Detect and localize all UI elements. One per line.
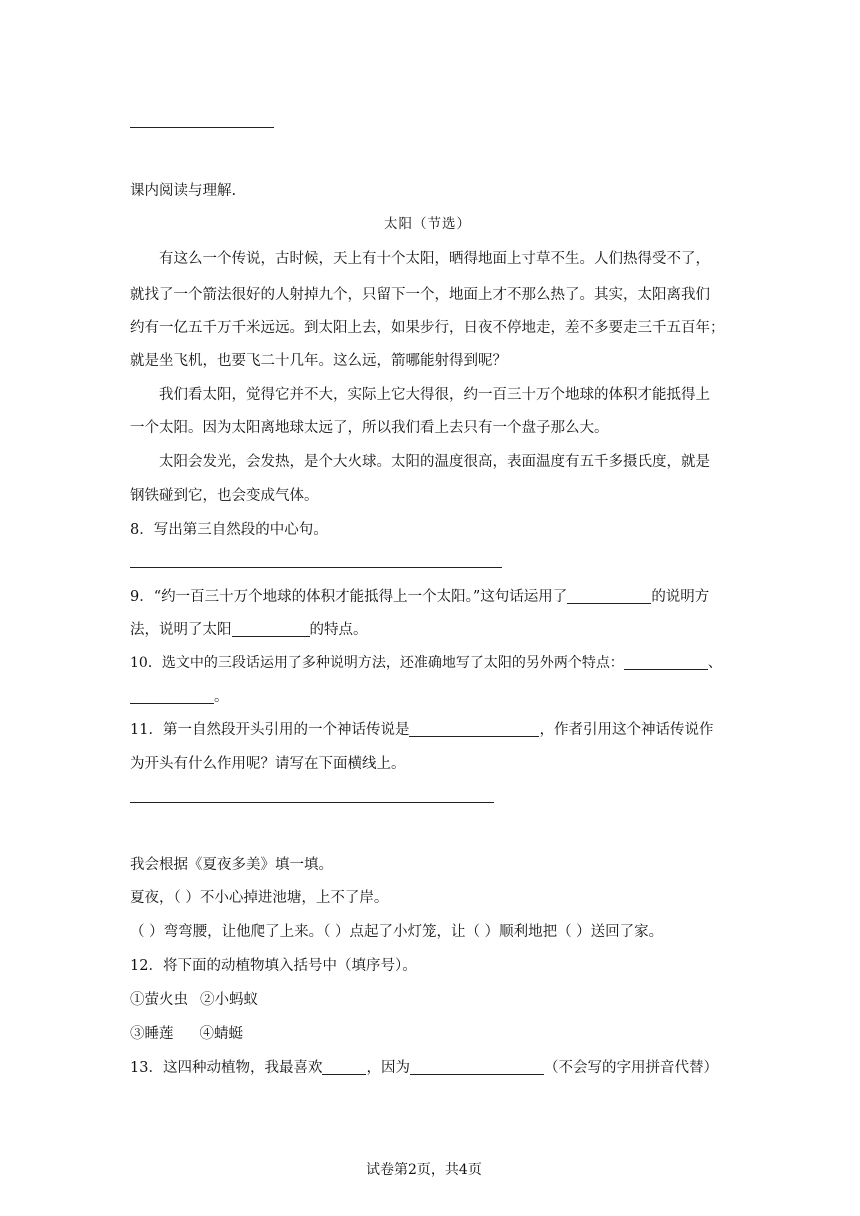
option-dragonfly: ④蜻蜓 [199, 1026, 243, 1042]
question-11 [130, 720, 713, 740]
passage-line: 太阳会发光，会发热，是个大火球。太阳的温度很高，表面温度有五千多摄氏度，就是 [159, 454, 710, 470]
question-11-text-b: ，作者引用这个神话传说作 [539, 722, 714, 738]
passage-title: 太阳（节选） [384, 216, 471, 232]
options-row-2 [130, 1024, 243, 1044]
question-13-text-b: ，因为 [366, 1060, 410, 1076]
question-12: 12．将下面的动植物填入括号中（填序号）。 [130, 958, 417, 974]
question-10-line2 [130, 687, 229, 707]
question-10-sep: 、 [707, 655, 722, 671]
question-9-line2 [130, 620, 368, 640]
option-ant: ②小蚂蚁 [200, 992, 258, 1008]
question-11-line2: 为开头有什么作用呢？请写在下面横线上。 [130, 756, 406, 772]
question-13-text-c: （不会写的字用拼音代替） [543, 1060, 718, 1076]
question-10-end: 。 [214, 689, 229, 705]
question-9-text-d: 的特点。 [309, 622, 368, 638]
passage-line: 就找了一个箭法很好的人射掉九个，只留下一个，地面上才不那么热了。其实，太阳离我们 [130, 287, 710, 303]
passage-line: 约有一亿五千万千米远远。到太阳上去，如果步行，日夜不停地走，差不多要走三千五百年； [130, 320, 725, 336]
section2-title: 我会根据《夏夜多美》填一填。 [130, 857, 333, 873]
passage-line: 就是坐飞机，也要飞二十几年。这么远，箭哪能射得到呢？ [130, 353, 507, 369]
question-9-text-c: 法，说明了太阳 [130, 622, 232, 638]
answer-blank-q13-favorite[interactable] [322, 1058, 366, 1075]
page-footer: 试卷第2页，共4页 [366, 1162, 482, 1178]
answer-blank-q10-a[interactable] [624, 653, 708, 670]
answer-blank-q9-method[interactable] [567, 587, 651, 604]
question-9 [130, 587, 709, 607]
answer-blank-q9-feature[interactable] [232, 620, 310, 637]
fill-line-2[interactable]: （ ）弯弯腰，让他爬了上来。（ ）点起了小灯笼，让（ ）顺利地把（ ）送回了家。 [130, 924, 664, 940]
question-9-text-b: 的说明方 [651, 589, 710, 605]
answer-blank-q10-b[interactable] [130, 687, 214, 704]
section-title: 课内阅读与理解. [130, 183, 237, 199]
question-10-text: 10．选文中的三段话运用了多种说明方法，还准确地写了太阳的另外两个特点： [130, 655, 624, 671]
passage-line: 我们看太阳，觉得它并不大，实际上它大得很，约一百三十万个地球的体积才能抵得上 [159, 387, 710, 403]
question-9-text-a: 9．“约一百三十万个地球的体积才能抵得上一个太阳。”这句话运用了 [130, 589, 568, 605]
question-8: 8．写出第三自然段的中心句。 [130, 522, 328, 538]
question-11-text-a: 11．第一自然段开头引用的一个神话传说是 [130, 722, 410, 738]
options-row-1 [130, 990, 258, 1010]
fill-line-1[interactable]: 夏夜，（ ）不小心掉进池塘，上不了岸。 [130, 890, 389, 906]
passage-line: 有这么一个传说，古时候，天上有十个太阳，晒得地面上寸草不生。人们热得受不了， [159, 251, 710, 267]
answer-line-q11[interactable] [130, 802, 494, 803]
answer-blank-q13-reason[interactable] [410, 1058, 544, 1075]
question-13 [130, 1058, 718, 1078]
question-10 [130, 653, 722, 673]
passage-line: 钢铁碰到它，也会变成气体。 [130, 488, 319, 504]
option-firefly: ①萤火虫 [130, 992, 188, 1008]
answer-line-q8[interactable] [130, 567, 502, 568]
question-13-text-a: 13．这四种动植物，我最喜欢 [130, 1060, 323, 1076]
passage-line: 一个太阳。因为太阳离地球太远了，所以我们看上去只有一个盘子那么大。 [130, 420, 609, 436]
answer-blank-q11-legend[interactable] [409, 720, 539, 737]
answer-line-top[interactable] [130, 127, 274, 128]
option-waterlily: ③睡莲 [130, 1026, 174, 1042]
